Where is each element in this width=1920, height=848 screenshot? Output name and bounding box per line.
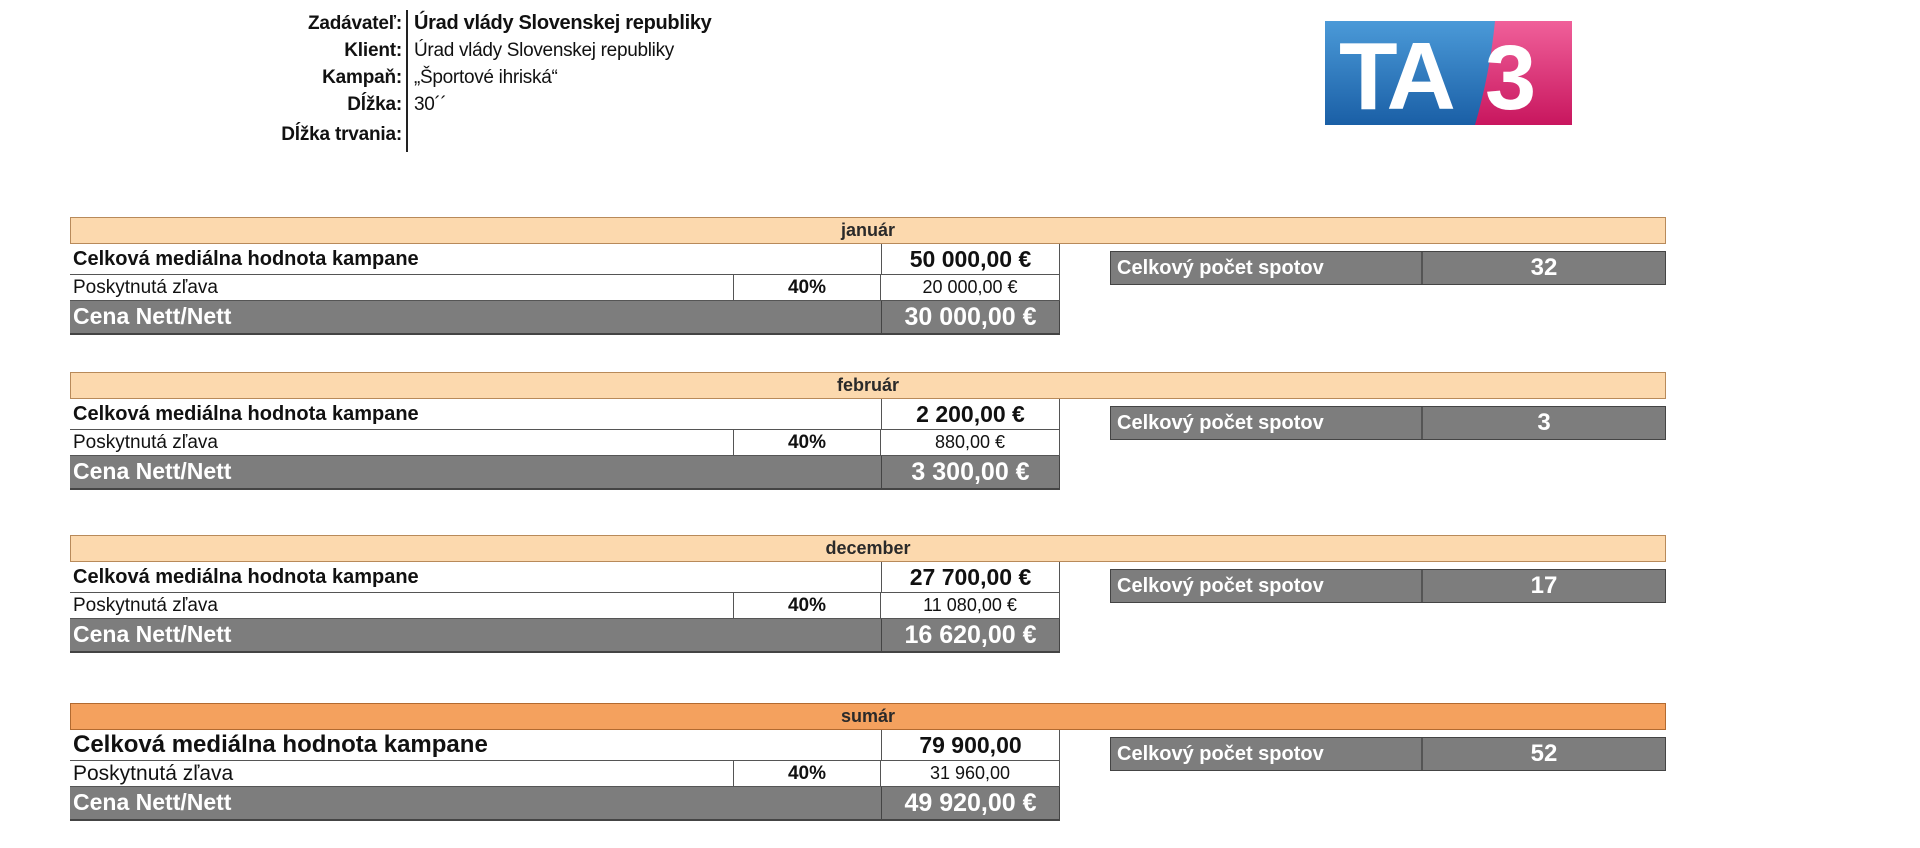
discount-label: Poskytnutá zľava (70, 761, 734, 786)
spot-count-label: Celkový počet spotov (1111, 570, 1423, 602)
total-value: 79 900,00 (881, 730, 1060, 760)
discount-label: Poskytnutá zľava (70, 430, 734, 455)
month-header: január (70, 217, 1666, 244)
spot-count-value: 52 (1530, 740, 1558, 767)
total-label: Celková mediálna hodnota kampane (73, 402, 419, 425)
total-row (70, 730, 1060, 761)
nett-label: Cena Nett/Nett (73, 458, 232, 484)
discount-row (70, 430, 1060, 456)
total-label: Celková mediálna hodnota kampane (73, 565, 419, 588)
discount-row (70, 761, 1060, 787)
total-label: Celková mediálna hodnota kampane (73, 731, 488, 758)
nett-row (70, 619, 1060, 653)
discount-value: 31 960,00 (881, 761, 1060, 786)
nett-row (70, 301, 1060, 335)
logo-text-3: 3 (1485, 27, 1537, 125)
month-header: február (70, 372, 1666, 399)
info-row-duration (230, 118, 712, 152)
discount-value: 11 080,00 € (881, 593, 1060, 618)
logo-text-ta: TA (1339, 23, 1452, 125)
discount-value: 880,00 € (881, 430, 1060, 455)
month-block-december (70, 535, 1666, 653)
nett-value: 16 620,00 € (881, 619, 1060, 651)
nett-label: Cena Nett/Nett (73, 621, 232, 647)
total-row (70, 244, 1060, 275)
total-row (70, 562, 1060, 593)
info-value: „Športové ihriská“ (406, 64, 557, 91)
info-value: Úrad vlády Slovenskej republiky (406, 37, 674, 64)
summary-header: sumár (70, 703, 1666, 730)
nett-value: 30 000,00 € (881, 301, 1060, 333)
info-row-submitter (230, 10, 712, 37)
ta3-logo (1325, 21, 1572, 125)
nett-row (70, 456, 1060, 490)
total-value: 2 200,00 € (881, 399, 1060, 429)
discount-label: Poskytnutá zľava (70, 593, 734, 618)
info-value: Úrad vlády Slovenskej republiky (406, 10, 712, 37)
info-row-length (230, 91, 712, 118)
month-header: december (70, 535, 1666, 562)
nett-value: 49 920,00 € (881, 787, 1060, 819)
discount-row (70, 593, 1060, 619)
nett-label: Cena Nett/Nett (73, 303, 232, 329)
discount-percent: 40% (734, 761, 881, 786)
spot-count-label: Celkový počet spotov (1111, 252, 1423, 284)
spot-count-box (1110, 251, 1666, 285)
summary-block (70, 703, 1666, 821)
info-row-client (230, 37, 712, 64)
info-label: Klient: (344, 39, 402, 61)
info-label: Zadávateľ: (307, 12, 402, 34)
spot-count-value: 3 (1537, 409, 1551, 436)
info-label: Dĺžka trvania: (281, 124, 402, 145)
info-label: Kampaň: (322, 66, 402, 88)
total-value: 27 700,00 € (881, 562, 1060, 592)
info-value: 30´´ (406, 91, 447, 118)
nett-row (70, 787, 1060, 821)
month-block-january (70, 217, 1666, 335)
spot-count-box (1110, 406, 1666, 440)
total-row (70, 399, 1060, 430)
info-row-campaign (230, 64, 712, 91)
spot-count-label: Celkový počet spotov (1111, 407, 1423, 439)
spot-count-value: 32 (1530, 254, 1558, 281)
nett-label: Cena Nett/Nett (73, 789, 232, 815)
spot-count-value: 17 (1530, 572, 1558, 599)
campaign-info (230, 10, 712, 152)
info-value (406, 118, 414, 152)
spot-count-box (1110, 737, 1666, 771)
nett-value: 3 300,00 € (881, 456, 1060, 488)
discount-label: Poskytnutá zľava (70, 275, 734, 300)
info-label: Dĺžka: (347, 93, 402, 115)
spot-count-box (1110, 569, 1666, 603)
discount-percent: 40% (734, 430, 881, 455)
discount-value: 20 000,00 € (881, 275, 1060, 300)
discount-row (70, 275, 1060, 301)
total-value: 50 000,00 € (881, 244, 1060, 274)
discount-percent: 40% (734, 275, 881, 300)
total-label: Celková mediálna hodnota kampane (73, 247, 419, 270)
spot-count-label: Celkový počet spotov (1111, 738, 1423, 770)
month-block-february (70, 372, 1666, 490)
discount-percent: 40% (734, 593, 881, 618)
